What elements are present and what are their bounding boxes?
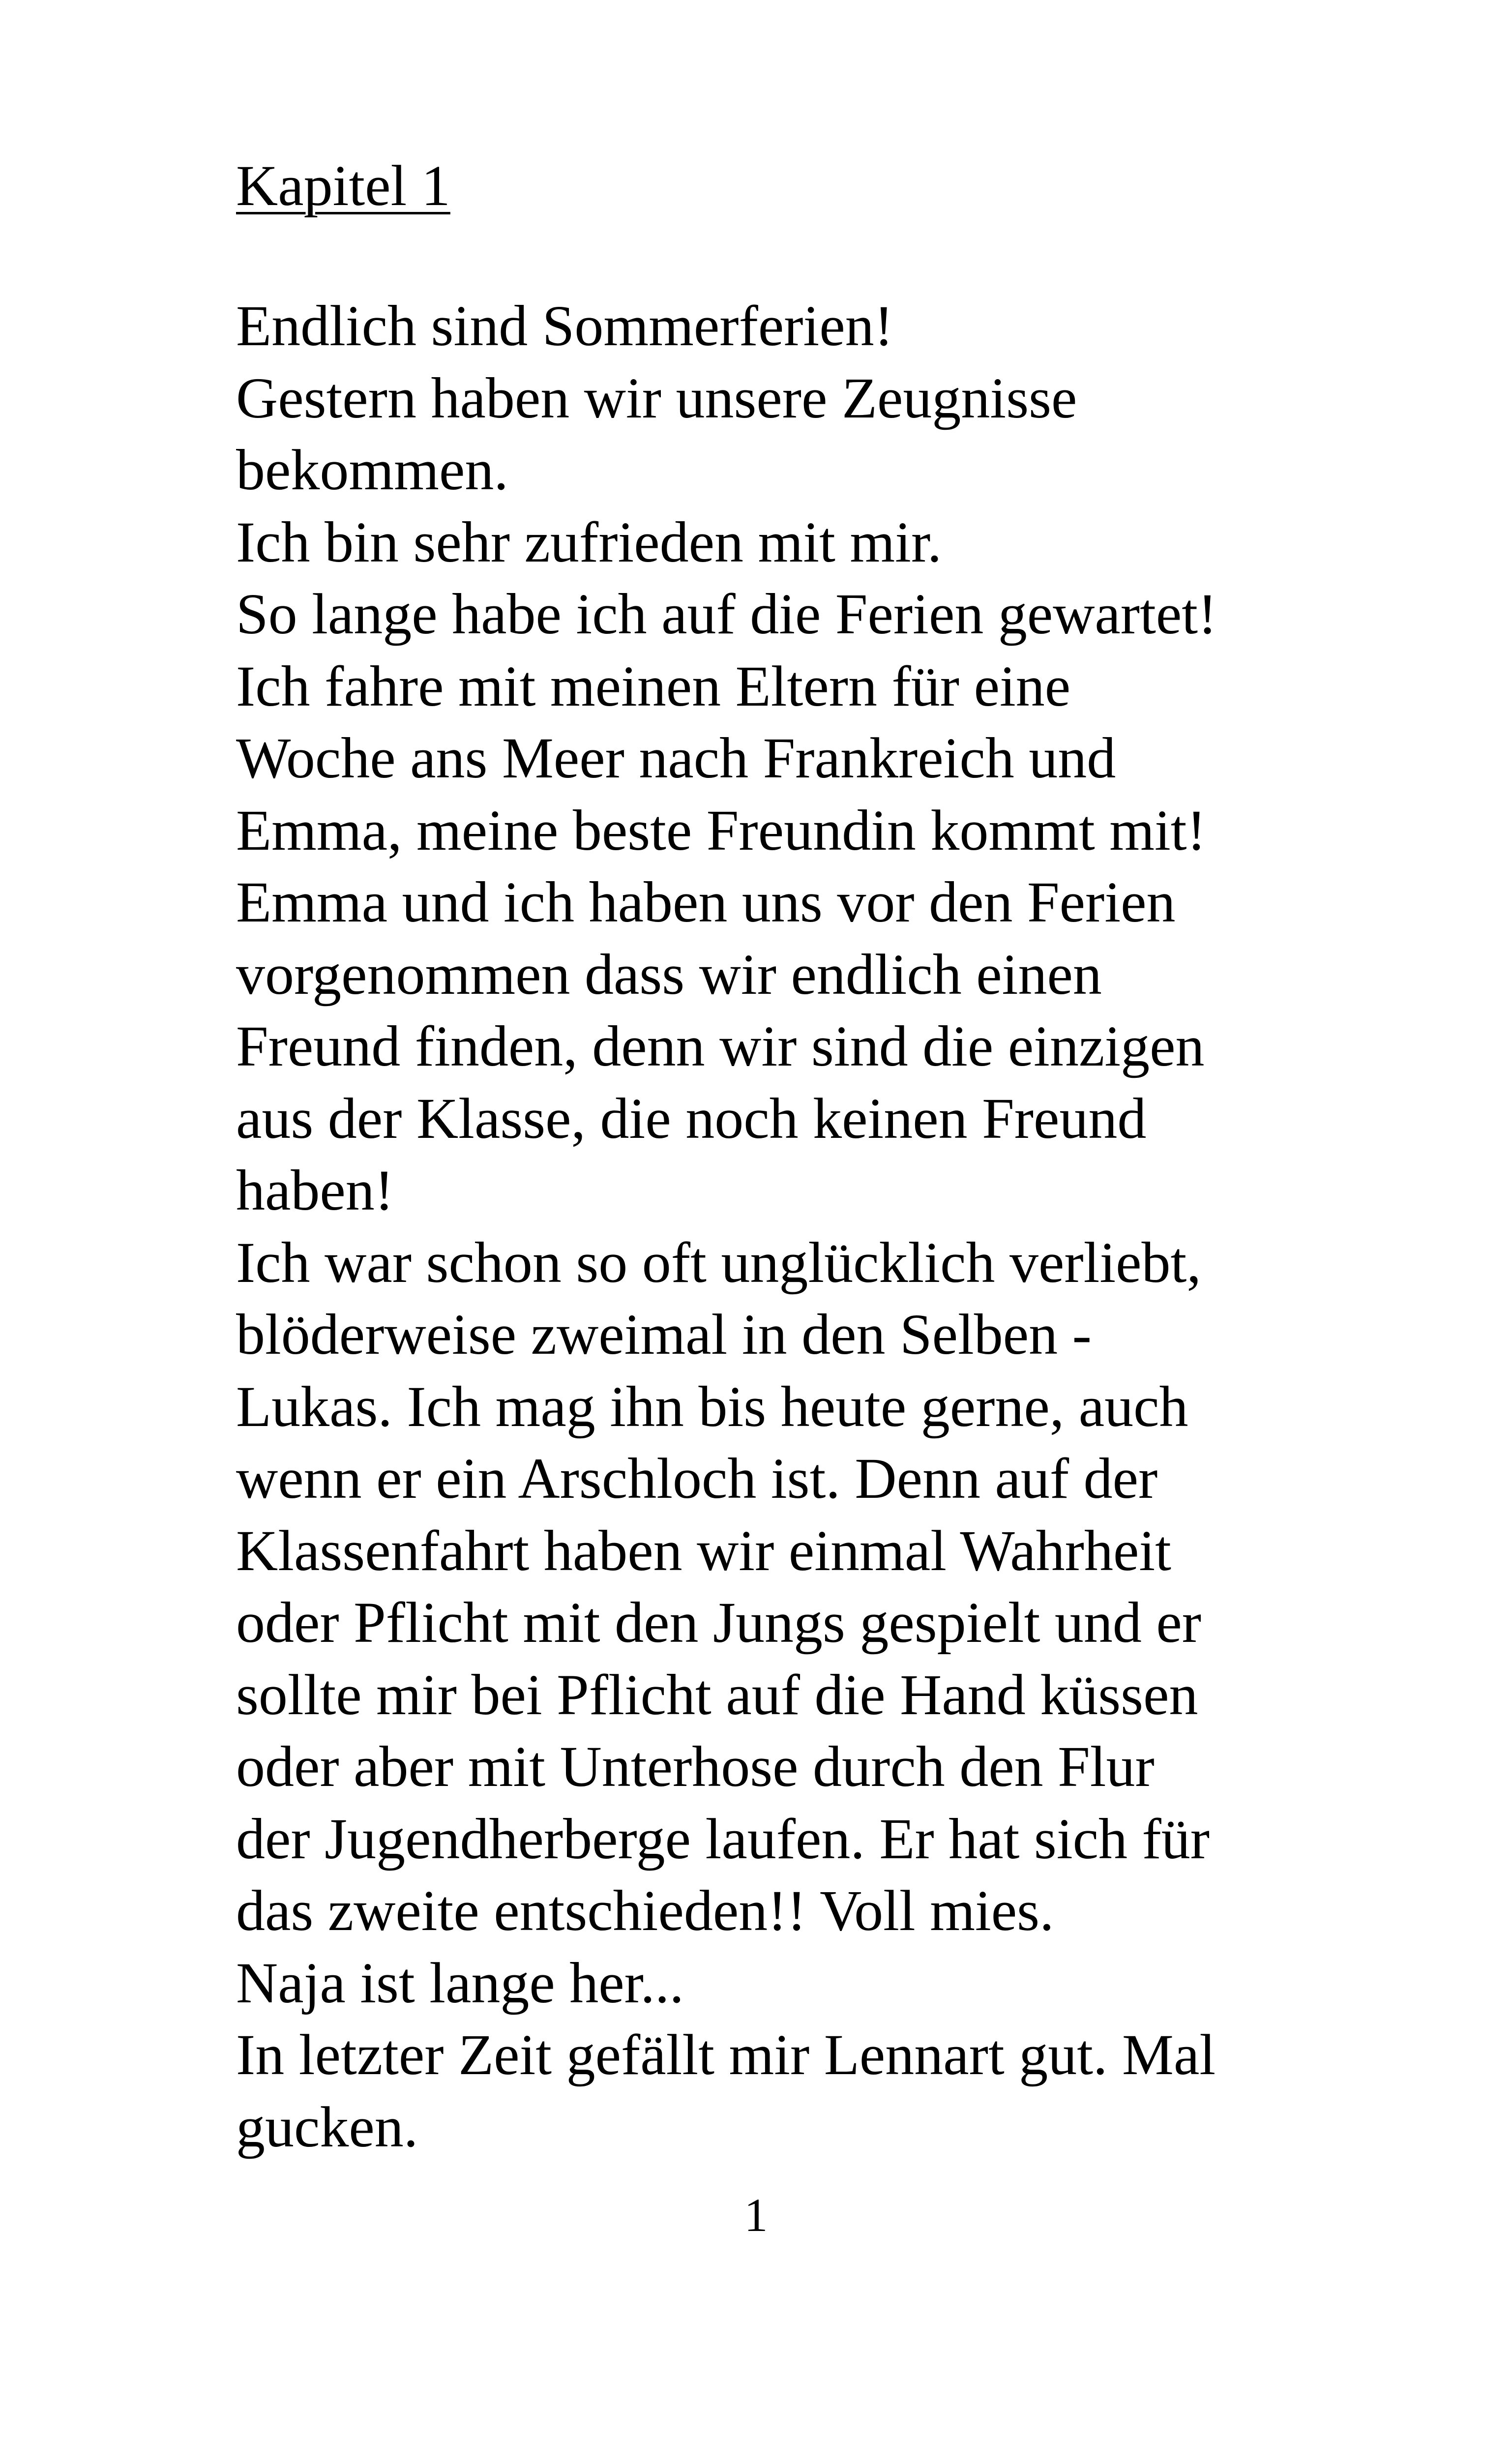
page-number: 1 [744,2189,768,2241]
text-line: Naja ist lange her... [236,1950,684,2015]
text-line: In letzter Zeit gefällt mir Lennart gut. Mal [236,2022,1216,2087]
text-line: Freund finden, denn wir sind die einzigen [236,1014,1205,1078]
text-line: haben! [236,1158,394,1222]
text-line: oder aber mit Unterhose durch den Flur [236,1734,1155,1799]
text-line: blöderweise zweimal in den Selben - [236,1302,1092,1367]
text-line: So lange habe ich auf die Ferien gewartet! [236,582,1217,646]
text-line: Ich fahre mit meinen Eltern für eine [236,654,1071,718]
text-line: Ich bin sehr zufrieden mit mir. [236,509,942,574]
text-line: sollte mir bei Pflicht auf die Hand küssen [236,1662,1198,1727]
text-line: bekommen. [236,438,508,502]
text-line: oder Pflicht mit den Jungs gespielt und er [236,1590,1202,1655]
text-line: Emma, meine beste Freundin kommt mit! [236,798,1206,862]
text-line: Emma und ich haben uns vor den Ferien [236,870,1176,934]
text-line: wenn er ein Arschloch ist. Denn auf der [236,1446,1158,1511]
text-line: vorgenommen dass wir endlich einen [236,942,1102,1007]
text-line: Lukas. Ich mag ihn bis heute gerne, auch [236,1374,1188,1439]
text-line: gucken. [236,2094,418,2159]
text-line: Ich war schon so oft unglücklich verliebt, [236,1230,1201,1295]
chapter-title: Kapitel 1 [236,153,450,218]
text-line: Gestern haben wir unsere Zeugnisse [236,365,1077,430]
text-line: der Jugendherberge laufen. Er hat sich für [236,1806,1210,1871]
body-text [236,290,1367,2163]
text-line: Klassenfahrt haben wir einmal Wahrheit [236,1518,1171,1583]
text-line: aus der Klasse, die noch keinen Freund [236,1086,1147,1151]
text-line: Woche ans Meer nach Frankreich und [236,726,1116,790]
text-line: Endlich sind Sommerferien! [236,294,894,358]
text-line: das zweite entschieden!! Voll mies. [236,1878,1054,1943]
